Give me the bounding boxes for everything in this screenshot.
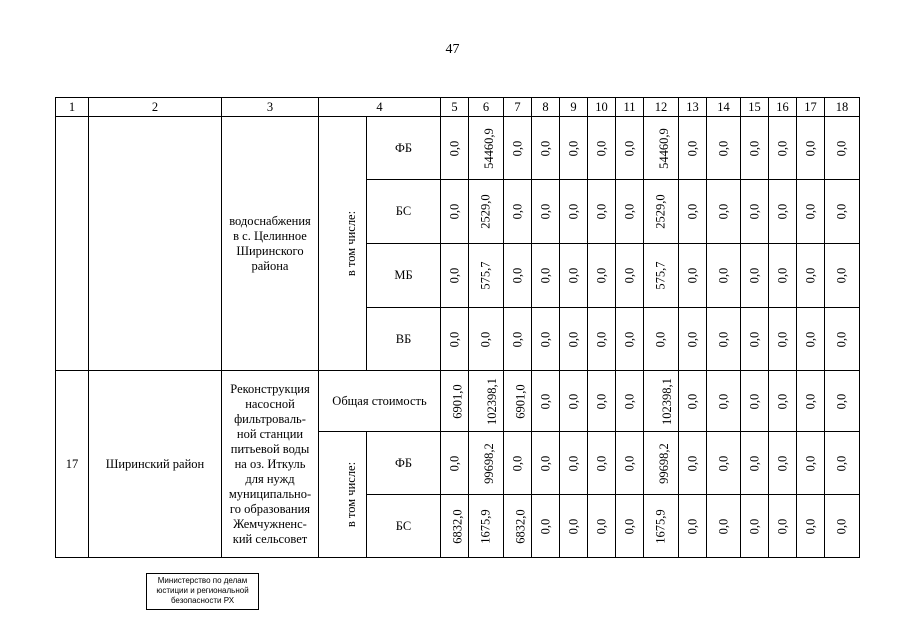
header-row <box>56 98 860 117</box>
value-cell <box>616 308 644 371</box>
value-cell <box>797 308 825 371</box>
cell-value: 0,0 <box>834 140 849 156</box>
cell-value: 0,0 <box>538 140 552 156</box>
description-line: ной станции <box>236 426 304 441</box>
column-number: 8 <box>532 98 560 117</box>
value-cell <box>741 244 769 308</box>
cell-value: 0,0 <box>747 393 761 409</box>
cell-value: 0,0 <box>685 267 699 284</box>
cell-value: 0,0 <box>622 140 636 156</box>
table-row <box>56 117 860 180</box>
total-label: Общая стоимость <box>319 371 441 432</box>
value-cell <box>441 180 469 244</box>
column-number: 10 <box>588 98 616 117</box>
fund-label: БС <box>367 495 441 558</box>
cell-value: 0,0 <box>775 140 789 156</box>
value-cell <box>644 117 679 180</box>
value-cell <box>616 371 644 432</box>
group-label: в том числе: <box>344 461 359 528</box>
value-cell <box>825 371 860 432</box>
cell-value: 0,0 <box>775 518 789 534</box>
value-cell <box>532 371 560 432</box>
value-cell <box>469 244 504 308</box>
value-cell <box>769 180 797 244</box>
cell-value: 0,0 <box>594 455 608 471</box>
cell-value: 0,0 <box>566 393 580 409</box>
cell-value: 0,0 <box>538 267 552 284</box>
cell-value: 0,0 <box>566 518 580 534</box>
value-cell <box>741 117 769 180</box>
cell-value: 0,0 <box>685 455 699 471</box>
group-label-cell <box>319 432 367 558</box>
value-cell <box>797 180 825 244</box>
value-cell <box>644 180 679 244</box>
cell-value: 0,0 <box>622 393 636 409</box>
cell-value: 54460,9 <box>481 127 496 169</box>
table-row <box>56 371 860 432</box>
cell-value: 0,0 <box>478 331 493 347</box>
description-line: Реконструкция <box>230 381 310 396</box>
value-cell <box>532 180 560 244</box>
cell-value: 0,0 <box>834 518 849 534</box>
value-cell <box>441 117 469 180</box>
cell-value: 0,0 <box>716 140 730 156</box>
description-line: кий сельсовет <box>232 531 308 546</box>
cell-value: 0,0 <box>803 455 817 471</box>
value-cell <box>707 180 741 244</box>
cell-value: 0,0 <box>566 331 580 347</box>
description-line: для нужд <box>245 471 295 486</box>
column-number: 1 <box>56 98 89 117</box>
cell-value: 0,0 <box>447 267 461 284</box>
cell-value: 0,0 <box>447 140 461 156</box>
cell-value: 6901,0 <box>513 383 528 419</box>
cell-value: 0,0 <box>594 203 608 220</box>
cell-value: 2529,0 <box>653 194 668 229</box>
cell-value: 0,0 <box>834 203 849 220</box>
cell-value: 0,0 <box>716 203 730 220</box>
cell-value: 0,0 <box>594 267 608 284</box>
value-cell <box>560 180 588 244</box>
cell-value: 0,0 <box>538 393 552 409</box>
description-line: фильтроваль- <box>234 411 306 426</box>
value-cell <box>797 495 825 558</box>
value-cell <box>532 117 560 180</box>
cell-value: 0,0 <box>803 393 817 409</box>
column-number: 17 <box>797 98 825 117</box>
cell-value: 1675,9 <box>478 508 493 544</box>
column-number: 6 <box>469 98 504 117</box>
cell-value: 0,0 <box>716 331 730 347</box>
cell-value: 2529,0 <box>478 194 493 229</box>
description-cell <box>222 371 319 558</box>
cell-value: 0,0 <box>834 267 849 284</box>
cell-value: 0,0 <box>685 331 699 347</box>
cell-value: 0,0 <box>747 267 761 284</box>
value-cell <box>644 432 679 495</box>
cell-value: 0,0 <box>803 203 817 220</box>
stamp-line: юстиции и региональной <box>156 586 249 595</box>
cell-value: 0,0 <box>594 518 608 534</box>
cell-value: 0,0 <box>775 267 789 284</box>
value-cell <box>560 371 588 432</box>
value-cell <box>741 432 769 495</box>
cell-value: 0,0 <box>622 267 636 284</box>
value-cell <box>588 371 616 432</box>
cell-value: 0,0 <box>775 455 789 471</box>
fund-label: ФБ <box>367 432 441 495</box>
value-cell <box>769 432 797 495</box>
value-cell <box>441 308 469 371</box>
number-cell: 17 <box>56 371 89 558</box>
value-cell <box>741 308 769 371</box>
cell-value: 54460,9 <box>656 127 671 169</box>
value-cell <box>741 495 769 558</box>
column-number: 2 <box>89 98 222 117</box>
value-cell <box>644 371 679 432</box>
cell-value: 6832,0 <box>513 508 528 544</box>
value-cell <box>825 308 860 371</box>
value-cell <box>441 244 469 308</box>
value-cell <box>707 371 741 432</box>
cell-value: 0,0 <box>803 518 817 534</box>
district-cell: Ширинский район <box>89 371 222 558</box>
cell-value: 0,0 <box>803 331 817 347</box>
cell-value: 99698,2 <box>656 442 671 484</box>
value-cell <box>469 371 504 432</box>
cell-value: 0,0 <box>803 267 817 284</box>
description-line: насосной <box>245 396 295 411</box>
value-cell <box>825 244 860 308</box>
value-cell <box>707 244 741 308</box>
value-cell <box>588 432 616 495</box>
description-line: Жемчужненс- <box>233 516 307 531</box>
value-cell <box>504 371 532 432</box>
cell-value: 0,0 <box>685 140 699 156</box>
cell-value: 0,0 <box>747 331 761 347</box>
value-cell <box>679 371 707 432</box>
value-cell <box>504 495 532 558</box>
cell-value: 0,0 <box>538 455 552 471</box>
page-number: 47 <box>445 42 460 57</box>
cell-value: 0,0 <box>685 518 699 534</box>
value-cell <box>532 244 560 308</box>
column-number: 15 <box>741 98 769 117</box>
cell-value: 102398,1 <box>484 377 499 425</box>
cell-value: 0,0 <box>510 455 524 471</box>
value-cell <box>797 117 825 180</box>
value-cell <box>532 495 560 558</box>
registration-stamp <box>146 573 259 610</box>
cell-value: 6832,0 <box>450 508 465 544</box>
value-cell <box>504 180 532 244</box>
value-cell <box>679 244 707 308</box>
cell-value: 0,0 <box>538 331 552 347</box>
value-cell <box>644 308 679 371</box>
value-cell <box>616 244 644 308</box>
value-cell <box>560 117 588 180</box>
cell-value: 0,0 <box>447 331 461 347</box>
value-cell <box>769 117 797 180</box>
cell-value: 0,0 <box>747 140 761 156</box>
cell-value: 0,0 <box>447 203 461 220</box>
value-cell <box>644 495 679 558</box>
fund-label: ФБ <box>367 117 441 180</box>
cell-value: 0,0 <box>685 393 699 409</box>
description-line: муниципально- <box>228 486 312 501</box>
column-number: 4 <box>319 98 441 117</box>
fund-label: БС <box>367 180 441 244</box>
column-number: 5 <box>441 98 469 117</box>
cell-value: 0,0 <box>747 518 761 534</box>
value-cell <box>825 495 860 558</box>
value-cell <box>469 495 504 558</box>
value-cell <box>560 495 588 558</box>
group-label: в том числе: <box>344 210 359 277</box>
description-line: в с. Целинное <box>233 228 307 243</box>
column-number: 13 <box>679 98 707 117</box>
value-cell <box>679 117 707 180</box>
cell-value: 0,0 <box>566 140 580 156</box>
district-cell <box>89 117 222 371</box>
column-number: 7 <box>504 98 532 117</box>
cell-value: 0,0 <box>510 203 524 220</box>
cell-value: 1675,9 <box>653 508 668 544</box>
value-cell <box>679 495 707 558</box>
description-line: питьевой воды <box>230 441 310 456</box>
cell-value: 0,0 <box>685 203 699 220</box>
value-cell <box>679 308 707 371</box>
fund-label: ВБ <box>367 308 441 371</box>
value-cell <box>616 495 644 558</box>
value-cell <box>532 432 560 495</box>
group-label-cell <box>319 117 367 371</box>
value-cell <box>504 308 532 371</box>
description-line: на оз. Иткуль <box>234 456 306 471</box>
value-cell <box>560 432 588 495</box>
cell-value: 0,0 <box>716 393 730 409</box>
cell-value: 0,0 <box>834 393 849 409</box>
value-cell <box>825 117 860 180</box>
cell-value: 0,0 <box>775 331 789 347</box>
stamp-line: безопасности РХ <box>170 596 235 605</box>
cell-value: 0,0 <box>510 331 524 347</box>
cell-value: 0,0 <box>622 203 636 220</box>
cell-value: 0,0 <box>716 518 730 534</box>
value-cell <box>707 432 741 495</box>
value-cell <box>707 308 741 371</box>
value-cell <box>469 432 504 495</box>
number-cell <box>56 117 89 371</box>
value-cell <box>741 371 769 432</box>
cell-value: 0,0 <box>716 267 730 284</box>
fund-label: МБ <box>367 244 441 308</box>
stamp-line: Министерство по делам <box>157 576 248 585</box>
value-cell <box>532 308 560 371</box>
cell-value: 0,0 <box>775 393 789 409</box>
cell-value: 0,0 <box>510 140 524 156</box>
value-cell <box>588 180 616 244</box>
value-cell <box>504 117 532 180</box>
cell-value: 0,0 <box>538 518 552 534</box>
value-cell <box>588 244 616 308</box>
value-cell <box>741 180 769 244</box>
value-cell <box>560 244 588 308</box>
description-cell <box>222 117 319 371</box>
value-cell <box>825 180 860 244</box>
value-cell <box>769 308 797 371</box>
value-cell <box>616 432 644 495</box>
value-cell <box>616 180 644 244</box>
cell-value: 0,0 <box>834 331 849 347</box>
value-cell <box>469 180 504 244</box>
value-cell <box>504 432 532 495</box>
cell-value: 0,0 <box>566 455 580 471</box>
description-line: водоснабжения <box>229 213 311 228</box>
cell-value: 102398,1 <box>659 377 674 425</box>
column-number: 3 <box>222 98 319 117</box>
column-number: 16 <box>769 98 797 117</box>
cell-value: 0,0 <box>653 331 668 347</box>
cell-value: 0,0 <box>747 203 761 220</box>
column-number: 18 <box>825 98 860 117</box>
cell-value: 0,0 <box>447 455 461 471</box>
value-cell <box>616 117 644 180</box>
value-cell <box>797 244 825 308</box>
value-cell <box>441 371 469 432</box>
value-cell <box>588 308 616 371</box>
value-cell <box>469 308 504 371</box>
cell-value: 575,7 <box>478 261 493 290</box>
value-cell <box>588 117 616 180</box>
cell-value: 0,0 <box>594 331 608 347</box>
column-number: 9 <box>560 98 588 117</box>
cell-value: 575,7 <box>653 261 668 290</box>
value-cell <box>797 432 825 495</box>
cell-value: 0,0 <box>834 455 849 471</box>
value-cell <box>797 371 825 432</box>
cell-value: 0,0 <box>510 267 524 284</box>
cell-value: 99698,2 <box>481 442 496 484</box>
value-cell <box>560 308 588 371</box>
column-number: 14 <box>707 98 741 117</box>
value-cell <box>504 244 532 308</box>
value-cell <box>707 117 741 180</box>
value-cell <box>644 244 679 308</box>
cell-value: 0,0 <box>566 203 580 220</box>
cell-value: 0,0 <box>803 140 817 156</box>
value-cell <box>588 495 616 558</box>
value-cell <box>825 432 860 495</box>
value-cell <box>679 432 707 495</box>
description-line: го образования <box>229 501 311 516</box>
cell-value: 0,0 <box>538 203 552 220</box>
value-cell <box>769 495 797 558</box>
description-line: Ширинского <box>236 243 304 258</box>
description-line: района <box>251 258 289 273</box>
cell-value: 0,0 <box>775 203 789 220</box>
value-cell <box>441 432 469 495</box>
cell-value: 0,0 <box>594 140 608 156</box>
cell-value: 0,0 <box>622 518 636 534</box>
budget-table <box>55 97 860 558</box>
cell-value: 0,0 <box>622 331 636 347</box>
value-cell <box>441 495 469 558</box>
column-number: 12 <box>644 98 679 117</box>
value-cell <box>679 180 707 244</box>
value-cell <box>469 117 504 180</box>
value-cell <box>769 244 797 308</box>
value-cell <box>769 371 797 432</box>
cell-value: 0,0 <box>747 455 761 471</box>
cell-value: 6901,0 <box>450 383 465 419</box>
value-cell <box>707 495 741 558</box>
column-number: 11 <box>616 98 644 117</box>
cell-value: 0,0 <box>622 455 636 471</box>
cell-value: 0,0 <box>566 267 580 284</box>
cell-value: 0,0 <box>716 455 730 471</box>
cell-value: 0,0 <box>594 393 608 409</box>
